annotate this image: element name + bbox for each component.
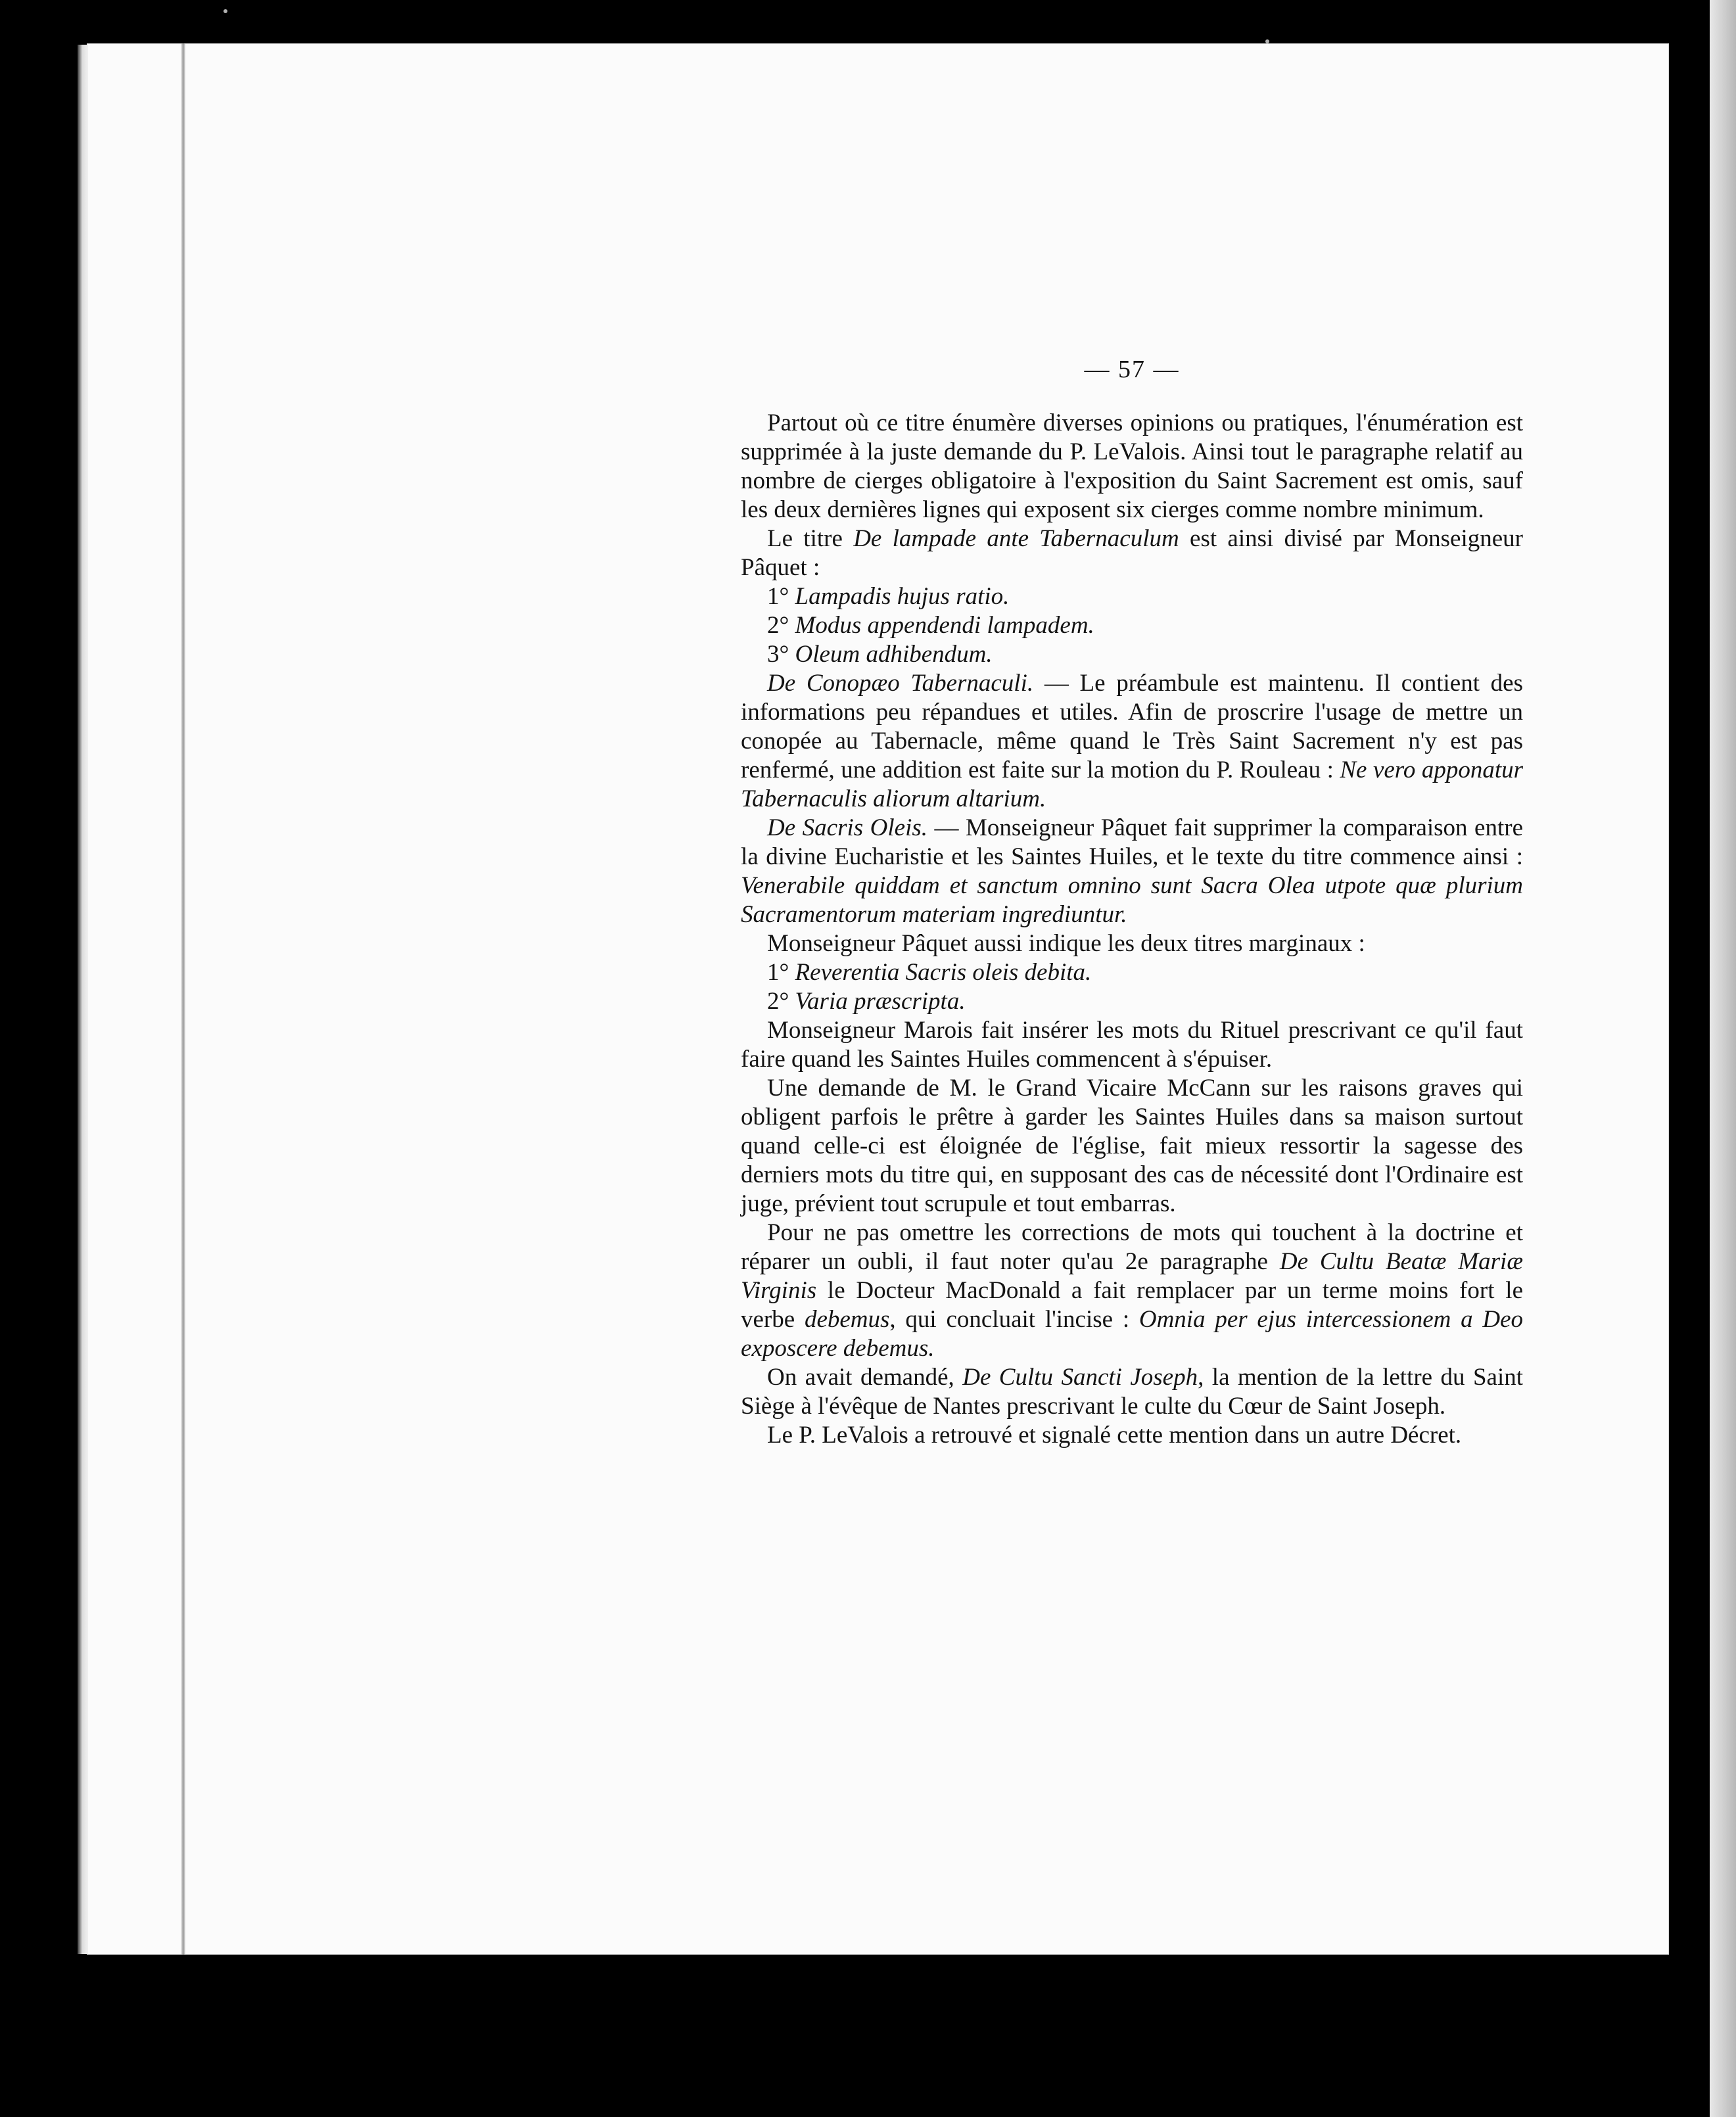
paragraph-8-italic-quote: Omnia per ejus intercessionem a Deo exposcere debemus. bbox=[741, 1306, 1524, 1362]
paragraph-9-text-a: On avait demandé, bbox=[767, 1364, 963, 1391]
list-item-text: Varia præscripta. bbox=[795, 988, 966, 1015]
list-item-text: Modus appendendi lampadem. bbox=[795, 612, 1094, 639]
paragraph-4 bbox=[741, 814, 1523, 929]
list-item bbox=[767, 611, 1523, 640]
paragraph-9 bbox=[741, 1363, 1523, 1421]
paragraph-5: Monseigneur Pâquet aussi indique les deux titres marginaux : bbox=[767, 930, 1365, 957]
paragraph-2-italic: De lampade ante Tabernaculum bbox=[853, 525, 1179, 552]
right-page-edge bbox=[1710, 0, 1736, 2117]
paragraph-8-text-b: le Docteur MacDonald a fait remplacer par un terme moins fort le verbe bbox=[741, 1277, 1523, 1333]
marginal-titles-list bbox=[741, 958, 1523, 1016]
list-item bbox=[767, 582, 1523, 611]
list-item bbox=[767, 987, 1523, 1016]
paragraph-4-italic: De Sacris Oleis. bbox=[767, 814, 927, 841]
list-item-number: 2° bbox=[767, 988, 789, 1015]
paragraph-4-italic-quote: Venerabile quiddam et sanctum omnino sunt Sacra Olea utpote quæ plurium Sacramentorum materiam ingrediuntur. bbox=[741, 872, 1523, 928]
paragraph-8 bbox=[741, 1219, 1523, 1363]
list-item-number: 1° bbox=[767, 959, 789, 986]
paragraph-2-text-b: est ainsi divisé par Monseigneur Pâquet : bbox=[741, 525, 1523, 581]
page-fold-line bbox=[181, 43, 185, 1955]
paragraph-3-text: — Le préambule est maintenu. Il contient des informations peu répandues et utiles. Afin de proscrire l'usage de mettre un conopée au Tabernacle, même quand le Très Saint Sacrement n'y est pas renfermé, une addition est faite sur la motion du P. Rouleau : bbox=[741, 670, 1523, 783]
paragraph-3 bbox=[741, 669, 1523, 814]
paragraph-2-text-a: Le titre bbox=[767, 525, 854, 552]
paragraph-8-text-c: , qui concluait l'incise : bbox=[889, 1306, 1139, 1333]
page-text-block bbox=[741, 355, 1523, 1450]
paragraph-4-text: — Monseigneur Pâquet fait supprimer la comparaison entre la divine Eucharistie et les Saintes Huiles, et le texte du titre commence ainsi : bbox=[741, 814, 1523, 870]
paragraph-3-italic-quote: Ne vero apponatur Tabernaculis aliorum altarium. bbox=[741, 756, 1523, 812]
list-item-text: Lampadis hujus ratio. bbox=[795, 583, 1010, 610]
list-item-number: 2° bbox=[767, 612, 789, 639]
list-item-number: 1° bbox=[767, 583, 789, 610]
scan-speck bbox=[1265, 39, 1269, 43]
list-item-number: 3° bbox=[767, 641, 789, 668]
paragraph-8-text-a: Pour ne pas omettre les corrections de mots qui touchent à la doctrine et réparer un oubli, il faut noter qu'au 2e paragraphe bbox=[741, 1219, 1523, 1275]
paragraph-1: Partout où ce titre énumère diverses opinions ou pratiques, l'énumération est supprimée à la juste demande du P. LeValois. Ainsi tout le paragraphe relatif au nombre de cierges obligatoire à l'exposition du Saint Sacrement est omis, sauf les deux dernières lignes qui exposent six cierges comme nombre minimum. bbox=[741, 409, 1523, 523]
list-item-text: Oleum adhibendum. bbox=[795, 641, 993, 668]
lampade-division-list bbox=[741, 582, 1523, 669]
list-item-text: Reverentia Sacris oleis debita. bbox=[795, 959, 1092, 986]
page-number: — 57 — bbox=[1084, 356, 1180, 383]
scan-speck bbox=[223, 9, 227, 13]
paragraph-8-italic-verb: debemus bbox=[804, 1306, 890, 1333]
paragraph-10: Le P. LeValois a retrouvé et signalé cette mention dans un autre Décret. bbox=[767, 1422, 1462, 1449]
list-item bbox=[767, 958, 1523, 987]
list-item bbox=[767, 640, 1523, 669]
paragraph-2 bbox=[741, 524, 1523, 582]
paragraph-3-italic: De Conopæo Tabernaculi. bbox=[767, 670, 1034, 697]
paragraph-7: Une demande de M. le Grand Vicaire McCann sur les raisons graves qui obligent parfois le prêtre à garder les Saintes Huiles dans sa maison surtout quand celle-ci est éloignée de l'église, fait mieux ressortir la sagesse des derniers mots du titre qui, en supposant des cas de nécessité dont l'Ordinaire est juge, prévient tout scrupule et tout embarras. bbox=[741, 1075, 1523, 1217]
paragraph-8-italic: De Cultu Beatæ Mariæ Virginis bbox=[741, 1248, 1523, 1304]
paragraph-9-text-b: , la mention de la lettre du Saint Siège à l'évêque de Nantes prescrivant le culte du Cœur de Saint Joseph. bbox=[741, 1364, 1524, 1420]
paragraph-9-italic: De Cultu Sancti Joseph bbox=[962, 1364, 1198, 1391]
paragraph-6: Monseigneur Marois fait insérer les mots du Rituel prescrivant ce qu'il faut faire quand les Saintes Huiles commencent à s'épuiser. bbox=[741, 1017, 1523, 1073]
